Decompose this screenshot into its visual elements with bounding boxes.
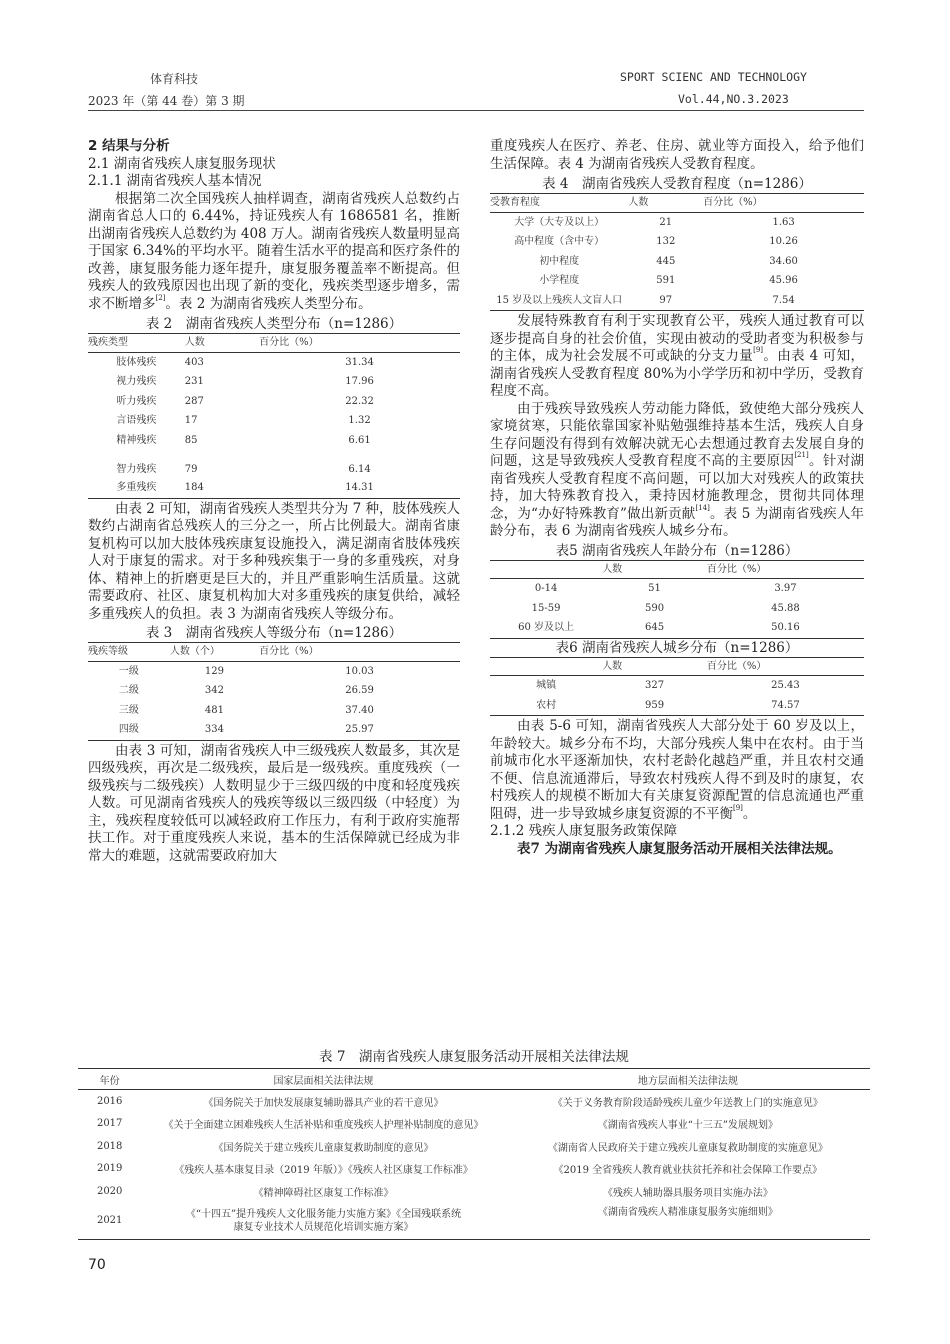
table-caption: 表6 湖南省残疾人城乡分布（n=1286）: [555, 639, 799, 656]
subsubsection-heading: 2.1.1 湖南省残疾人基本情况: [88, 173, 262, 189]
table-row: 智力残疾 79 6.14: [116, 463, 371, 475]
table-7: [78, 1068, 870, 1240]
table-header: 人数: [602, 657, 707, 676]
citation: [21]: [794, 451, 809, 459]
paragraph: 根据第二次全国残疾人抽样调查，湖南省残疾人总数约占湖南省总人口的 6.44%，持证残疾人有 1686581 名，推断出湖南省残疾人总数约为 408 万人。湖南省残疾人数量明显高于国家 6.34%的平均水平。随着生活水平的提高和医疗条件的改善，康复服务能力逐年提升，康复服务覆盖率不断提高。但残疾人的致残原因也出现了新的变化，残疾类型逐步增多，需求不断增多[2]。表 2 为湖南省残疾人类型分布。: [88, 190, 460, 312]
table-header: 人数（个）: [170, 643, 259, 662]
table-row: 多重残疾 184 14.31: [88, 478, 460, 498]
table-header: 受教育程度: [490, 194, 628, 213]
journal-title-en: SPORT SCIENC AND TECHNOLOGY: [620, 70, 807, 84]
table-row: 肢体残疾 403 31.34: [116, 356, 374, 368]
table-4: [490, 193, 864, 311]
journal-title-cn: 体育科技: [150, 72, 199, 86]
table-row: 小学程度 591 45.96: [539, 275, 798, 286]
page-number: 70: [88, 1257, 106, 1273]
table-6: [490, 657, 864, 717]
table-row: 初中程度 445 34.60: [539, 255, 798, 267]
table-2: [88, 333, 460, 499]
table-header: 百分比（%）: [259, 643, 460, 662]
right-column: [490, 138, 864, 858]
issue-info-en: Vol.44,NO.3.2023: [678, 92, 789, 106]
table-row: 言语残疾 17 1.32: [116, 415, 371, 426]
table-header: 残疾等级: [88, 643, 170, 662]
table-header: 地方层面相关法律法规: [506, 1069, 870, 1090]
table-caption: 表 7 湖南省残疾人康复服务活动开展相关法律法规: [319, 1049, 629, 1065]
table-row: 2021 《“十四五”提升残疾人文化服务能力实施方案》《全国残联系统康复专业技术人员规范化培训实施方案》 《湖南省残疾人精准康复服务实施细则》: [78, 1203, 870, 1240]
table-row: 三级 481 37.40: [118, 704, 374, 716]
paragraph: 由于残疾导致残疾人劳动能力降低，致使绝大部分残疾人家境贫寒，只能依靠国家补贴勉强维持基本生活，残疾人自身生存问题没有得到有效解决就无心去想通过教育去发展自身的问题，这是导致残疾人受教育程度不高的主要原因[21]。针对湖南省残疾人受教育程度不高问题，可以加大对残疾人的政策扶持，加大特殊教育投入，秉持因材施教理念，贯彻共同体理念，为“办好特殊教育”做出新贡献[14]。表 5 为湖南省残疾人年龄分布，表 6 为湖南省残疾人城乡分布。: [490, 400, 865, 539]
left-column: [88, 138, 460, 865]
table-row: 听力残疾 287 22.32: [116, 395, 374, 407]
table-row: 0-14 51 3.97: [534, 583, 797, 594]
table-row: 一级 129 10.03: [118, 665, 374, 677]
table-row: 四级 334 25.97: [88, 720, 460, 740]
table-caption: 表 3 湖南省残疾人等级分布（n=1286）: [145, 625, 403, 641]
paragraph: 由表 3 可知，湖南省残疾人中三级残疾人数最多，其次是四级残疾，再次是二级残疾，最后是一级残疾。重度残疾（一级残疾与二级残疾）人数明显少于三级四级的中度和轻度残疾人数。可见湖南省残疾人的残疾等级以三级四级（中轻度）为主，残疾程度较低可以减轻政府工作压力，有利于政府实施帮扶工作。对于重度残疾人来说，基本的生活保障就已经成为非常大的难题，这就需要政府加大: [88, 742, 460, 864]
table-header: 人数: [602, 560, 707, 579]
table-header: 百分比（%）: [707, 560, 864, 579]
table-row: 2016 《国务院关于加快发展康复辅助器具产业的若干意见》 《关于义务教育阶段适龄残疾儿童少年送教上门的实施意见》: [96, 1095, 823, 1109]
table-row: 15 岁及以上残疾人文盲人口 97 7.54: [490, 291, 864, 311]
table-row: 大学（大专及以上） 21 1.63: [514, 216, 795, 228]
table-row: 2017 《关于全面建立困难残疾人生活补贴和重度残疾人护理补贴制度的意见》 《湖南省残疾人事业“十三五”发展规划》: [96, 1118, 778, 1132]
table-caption: 表5 湖南省残疾人年龄分布（n=1286）: [555, 542, 799, 559]
paragraph: 发展特殊教育有利于实现教育公平，残疾人通过教育可以逐步提高自身的社会价值，实现由被动的受助者变为积极参与的主体，成为社会发展不可或缺的分支力量[9]。由表 4 可知，湖南省残疾人受教育程度 80%为小学学历和初中学历，受教育程度不高。: [490, 313, 865, 399]
table-row: 2020 《精神障碍社区康复工作标准》 《残疾人辅助器具服务项目实施办法》: [96, 1185, 773, 1199]
citation: [9]: [733, 803, 743, 812]
table-header: [490, 657, 602, 676]
header-rule: [88, 110, 864, 111]
table-header: 国家层面相关法律法规: [141, 1069, 505, 1090]
citation: [14]: [695, 503, 710, 512]
table-row: 60 岁及以上 645 50.16: [490, 618, 864, 638]
subsubsection-heading: 2.1.2 残疾人康复服务政策保障: [490, 823, 678, 839]
table-row: 城镇 327 25.43: [536, 680, 800, 691]
paragraph: 由表 5-6 可知，湖南省残疾人大部分处于 60 岁及以上，年龄较大。城乡分布不均，大部分残疾人集中在农村。由于当前城市化水平逐渐加快，农村老龄化越趋严重，并且农村交通不便、信息流通滞后，导致农村残疾人得不到及时的康复，农村残疾人的规模不断加大有关康复资源配置的信息流通也严重阻碍，进一步导致城乡康复资源的不平衡[9]。: [490, 718, 864, 822]
table-3: [88, 642, 460, 741]
citation: [2]: [155, 293, 166, 302]
issue-info-cn: 2023 年（第 44 卷）第 3 期: [88, 94, 245, 108]
table-7-block: [78, 1049, 870, 1240]
paragraph: 重度残疾人在医疗、养老、住房、就业等方面投入，给予他们生活保障。表 4 为湖南省残疾人受教育程度。: [490, 138, 864, 172]
subsection-heading: 2.1 湖南省残疾人康复服务现状: [88, 155, 276, 172]
section-heading: 2 结果与分析: [88, 138, 170, 154]
table-row: 15-59 590 45.88: [531, 602, 800, 614]
table-row: 视力残疾 231 17.96: [116, 376, 374, 387]
table-row: 二级 342 26.59: [118, 685, 374, 696]
table-header: 百分比（%）: [707, 657, 864, 676]
table-row: 2018 《国务院关于建立残疾儿童康复救助制度的意见》 《湖南省人民政府关于建立残疾儿童康复救助制度的实施意见》: [96, 1140, 828, 1154]
table-header: 百分比（%）: [259, 334, 460, 353]
table-row: 2019 《残疾人基本康复目录（2019 年版）》《残疾人社区康复工作标准》 《2019 全省残疾人教育就业扶贫托养和社会保障工作要点》: [96, 1163, 823, 1177]
table-header: [490, 560, 602, 579]
table-header: 残疾类型: [88, 334, 185, 353]
table-header: 年份: [78, 1069, 141, 1090]
citation: [9]: [753, 346, 764, 354]
table-caption: 表 2 湖南省残疾人类型分布（n=1286）: [145, 316, 403, 332]
table-caption: 表 4 湖南省残疾人受教育程度（n=1286）: [542, 176, 812, 192]
table-header: 人数: [185, 334, 259, 353]
table-row: 农村 959 74.57: [490, 696, 864, 716]
paragraph: 由表 2 可知，湖南省残疾人类型共分为 7 种，肢体残疾人数约占湖南省总残疾人的三分之一，所占比例最大。湖南省康复机构可以加大肢体残疾康复设施投入，满足湖南省肢体残疾人对于康复的需求。对于多种残疾集于一身的多重残疾，对身体、精神上的折磨更是巨大的，并且严重影响生活质量。这就需要政府、社区、康复机构加大对多重残疾的康复供给，减轻多重残疾人的负担。表 3 为湖南省残疾人等级分布。: [88, 500, 460, 622]
table-header: 百分比（%）: [703, 194, 864, 213]
table-5: [490, 560, 864, 639]
paragraph: 表7 为湖南省残疾人康复服务活动开展相关法律法规。: [517, 840, 842, 857]
table-row: 精神残疾 85 6.61: [116, 434, 371, 446]
table-header: 人数: [628, 194, 703, 213]
table-row: 高中程度（含中专） 132 10.26: [514, 236, 798, 247]
